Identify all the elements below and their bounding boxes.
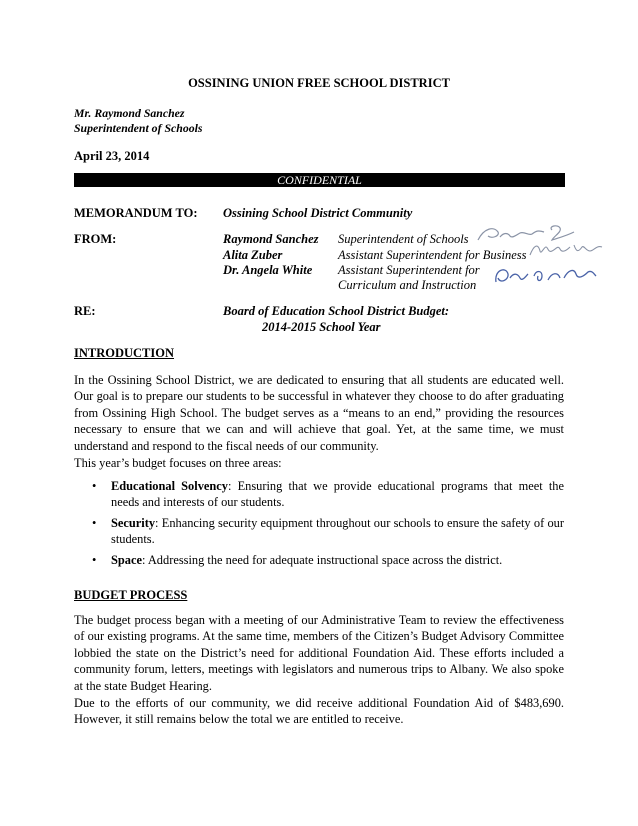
intro-areas-lead: This year’s budget focuses on three areas: bbox=[74, 456, 282, 470]
list-item bbox=[74, 478, 564, 511]
district-title: OSSINING UNION FREE SCHOOL DISTRICT bbox=[188, 76, 450, 90]
bullet-text: Addressing the need for adequate instructional space across the district. bbox=[145, 552, 503, 567]
budget-paragraph-2: Due to the efforts of our community, we did receive additional Foundation Aid of $483,690. However, it still remains below the total we are entitled to receive. bbox=[74, 696, 564, 727]
budget-heading: BUDGET PROCESS bbox=[74, 588, 188, 602]
from-title-3b: Curriculum and Instruction bbox=[338, 278, 477, 292]
re-line-2: 2014-2015 School Year bbox=[262, 320, 381, 334]
bullet-icon: • bbox=[92, 479, 97, 493]
to-value: Ossining School District Community bbox=[223, 206, 413, 220]
signature-white bbox=[490, 262, 600, 290]
bullet-sep: : bbox=[227, 479, 232, 493]
list-item bbox=[74, 515, 564, 548]
list-item bbox=[74, 552, 564, 568]
bullet-sep: : bbox=[155, 515, 159, 530]
re-line-1: Board of Education School District Budget: bbox=[223, 304, 450, 318]
signature-zuber bbox=[526, 239, 606, 261]
confidential-label: CONFIDENTIAL bbox=[277, 173, 362, 187]
from-title-2: Assistant Superintendent for Business bbox=[338, 248, 527, 262]
bullet-term: Educational Solvency bbox=[111, 479, 228, 493]
memo-date: April 23, 2014 bbox=[74, 149, 150, 163]
intro-heading: INTRODUCTION bbox=[74, 346, 175, 360]
from-label: FROM: bbox=[74, 232, 117, 246]
bullet-icon: • bbox=[92, 552, 97, 567]
author-title: Superintendent of Schools bbox=[74, 121, 203, 135]
to-label: MEMORANDUM TO: bbox=[74, 206, 198, 220]
focus-areas-list bbox=[74, 478, 564, 572]
re-label: RE: bbox=[74, 304, 96, 318]
from-name-1: Raymond Sanchez bbox=[223, 232, 319, 246]
from-title-3: Assistant Superintendent for bbox=[338, 263, 480, 277]
bullet-text: Ensuring that we provide educational programs that meet the needs and interests of our students. bbox=[111, 479, 564, 510]
from-name-2: Alita Zuber bbox=[223, 248, 283, 262]
bullet-term: Space bbox=[111, 552, 142, 567]
bullet-term: Security bbox=[111, 515, 156, 530]
bullet-icon: • bbox=[92, 515, 97, 530]
from-title-1: Superintendent of Schools bbox=[338, 232, 469, 246]
from-name-3: Dr. Angela White bbox=[223, 263, 313, 277]
bullet-text: Enhancing security equipment throughout our schools to ensure the safety of our students. bbox=[111, 515, 564, 547]
budget-paragraph-1: The budget process began with a meeting of our Administrative Team to review the effectiveness of our existing programs. At the same time, members of the Citizen’s Budget Advisory Committee lobbied the state on the District’s need for additional Foundation Aid. These efforts included a community forum, letters, meetings with legislators and numerous trips to Albany. We also spoke at the state Budget Hearing. bbox=[74, 613, 564, 693]
author-name: Mr. Raymond Sanchez bbox=[74, 106, 185, 120]
intro-paragraph: In the Ossining School District, we are dedicated to ensuring that all students are educated well. Our goal is to prepare our students to be successful in whatever they choose to do after graduating from Ossining High School. The budget serves as a “means to an end,” providing the resources necessary to ensure that we can and will achieve that goal. Yet, at the same time, we must understand and respond to the fiscal needs of our community. bbox=[74, 373, 564, 453]
bullet-sep: : bbox=[141, 552, 146, 567]
